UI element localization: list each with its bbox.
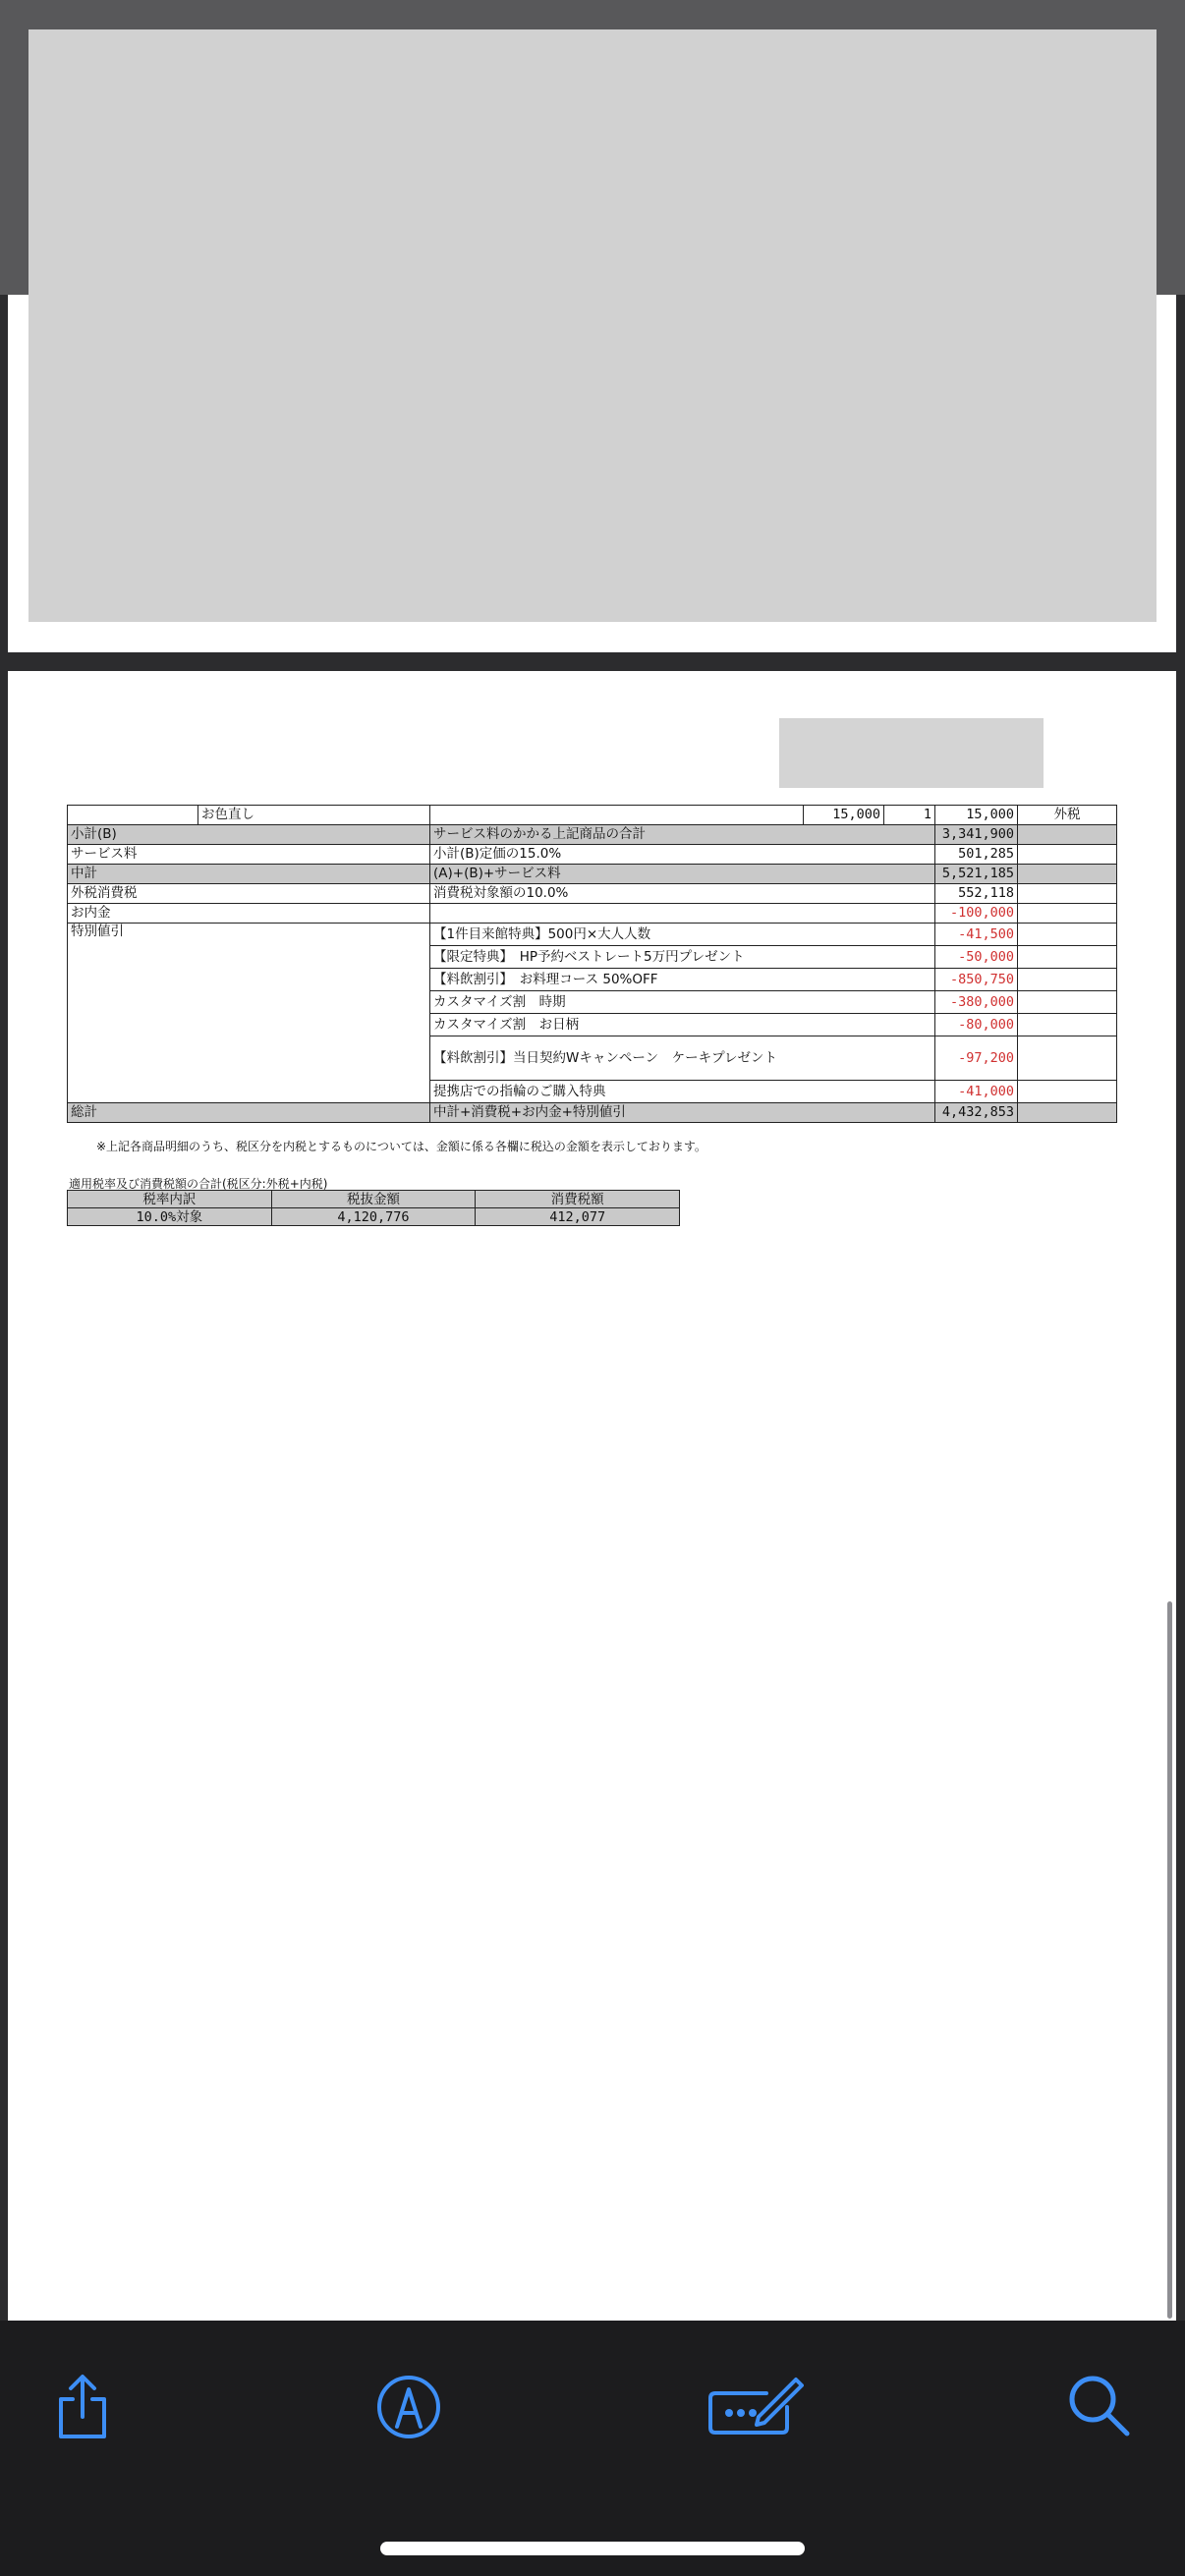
redacted-area-small xyxy=(779,718,1044,788)
table-row xyxy=(68,806,1117,825)
row-amount: 5,521,185 xyxy=(935,865,1018,884)
table-row xyxy=(68,904,1117,924)
page-2 xyxy=(8,671,1176,2321)
discount-desc: 【限定特典】 HP予約ベストレート5万円プレゼント xyxy=(430,946,935,969)
tax-excluded-amount: 4,120,776 xyxy=(271,1208,476,1226)
tax-header: 税抜金額 xyxy=(271,1191,476,1208)
amount: 15,000 xyxy=(935,806,1018,825)
row-desc: (A)+(B)+サービス料 xyxy=(430,865,935,884)
row-amount: 552,118 xyxy=(935,884,1018,904)
redacted-area xyxy=(28,29,1157,622)
discount-amount: -380,000 xyxy=(935,991,1018,1014)
quantity: 1 xyxy=(884,806,935,825)
row-desc: 消費税対象額の10.0% xyxy=(430,884,935,904)
table-row xyxy=(68,825,1117,845)
discount-amount: -80,000 xyxy=(935,1014,1018,1036)
scrollbar[interactable] xyxy=(1167,1601,1172,2319)
discount-amount: -850,750 xyxy=(935,969,1018,991)
unit-price: 15,000 xyxy=(804,806,884,825)
row-label: お内金 xyxy=(68,904,430,924)
tax-note: ※上記各商品明細のうち、税区分を内税とするものについては、金額に係る各欄に税込の金額を表示しております。 xyxy=(96,1140,706,1153)
row-desc xyxy=(430,904,935,924)
share-icon[interactable] xyxy=(53,2372,112,2442)
table-row-total xyxy=(68,1103,1117,1123)
tax-summary-table xyxy=(67,1190,680,1226)
signature-icon[interactable] xyxy=(707,2372,804,2436)
discount-amount: -41,000 xyxy=(935,1081,1018,1103)
invoice-table xyxy=(67,805,1117,1123)
total-amount: 4,432,853 xyxy=(935,1103,1018,1123)
search-icon[interactable] xyxy=(1067,2374,1132,2438)
tax-header: 税率内訳 xyxy=(68,1191,272,1208)
row-desc: サービス料のかかる上記商品の合計 xyxy=(430,825,935,845)
row-label: 中計 xyxy=(68,865,430,884)
discount-amount: -50,000 xyxy=(935,946,1018,969)
tax-type: 外税 xyxy=(1018,806,1117,825)
discount-desc: 【料飲割引】当日契約Wキャンペーン ケーキプレゼント xyxy=(430,1036,935,1081)
tax-summary-caption: 適用税率及び消費税額の合計(税区分:外税+内税) xyxy=(69,1177,328,1191)
discount-desc: 提携店での指輪のご購入特典 xyxy=(430,1081,935,1103)
discount-amount: -97,200 xyxy=(935,1036,1018,1081)
row-amount: 501,285 xyxy=(935,845,1018,865)
table-row xyxy=(68,884,1117,904)
row-desc: 小計(B)定価の15.0% xyxy=(430,845,935,865)
discount-desc: カスタマイズ割 時期 xyxy=(430,991,935,1014)
home-indicator xyxy=(380,2542,805,2555)
table-row xyxy=(68,845,1117,865)
table-row xyxy=(68,865,1117,884)
discount-amount: -41,500 xyxy=(935,924,1018,946)
row-label: 外税消費税 xyxy=(68,884,430,904)
table-row xyxy=(68,924,1117,946)
total-label: 総計 xyxy=(68,1103,430,1123)
discount-desc: カスタマイズ割 お日柄 xyxy=(430,1014,935,1036)
item-name: お色直し xyxy=(198,806,430,825)
discount-label: 特別値引 xyxy=(68,924,430,1103)
bottom-toolbar xyxy=(0,2321,1185,2576)
row-amount: 3,341,900 xyxy=(935,825,1018,845)
tax-rate: 10.0%対象 xyxy=(68,1208,272,1226)
row-amount: -100,000 xyxy=(935,904,1018,924)
tax-amount: 412,077 xyxy=(476,1208,680,1226)
row-label: サービス料 xyxy=(68,845,430,865)
tax-header: 消費税額 xyxy=(476,1191,680,1208)
table-row xyxy=(68,1208,680,1226)
discount-desc: 【料飲割引】 お料理コース 50%OFF xyxy=(430,969,935,991)
total-desc: 中計+消費税+お内金+特別値引 xyxy=(430,1103,935,1123)
table-row xyxy=(68,1191,680,1208)
discount-desc: 【1件目来館特典】500円×大人人数 xyxy=(430,924,935,946)
markup-icon[interactable] xyxy=(375,2374,442,2440)
row-label: 小計(B) xyxy=(68,825,430,845)
